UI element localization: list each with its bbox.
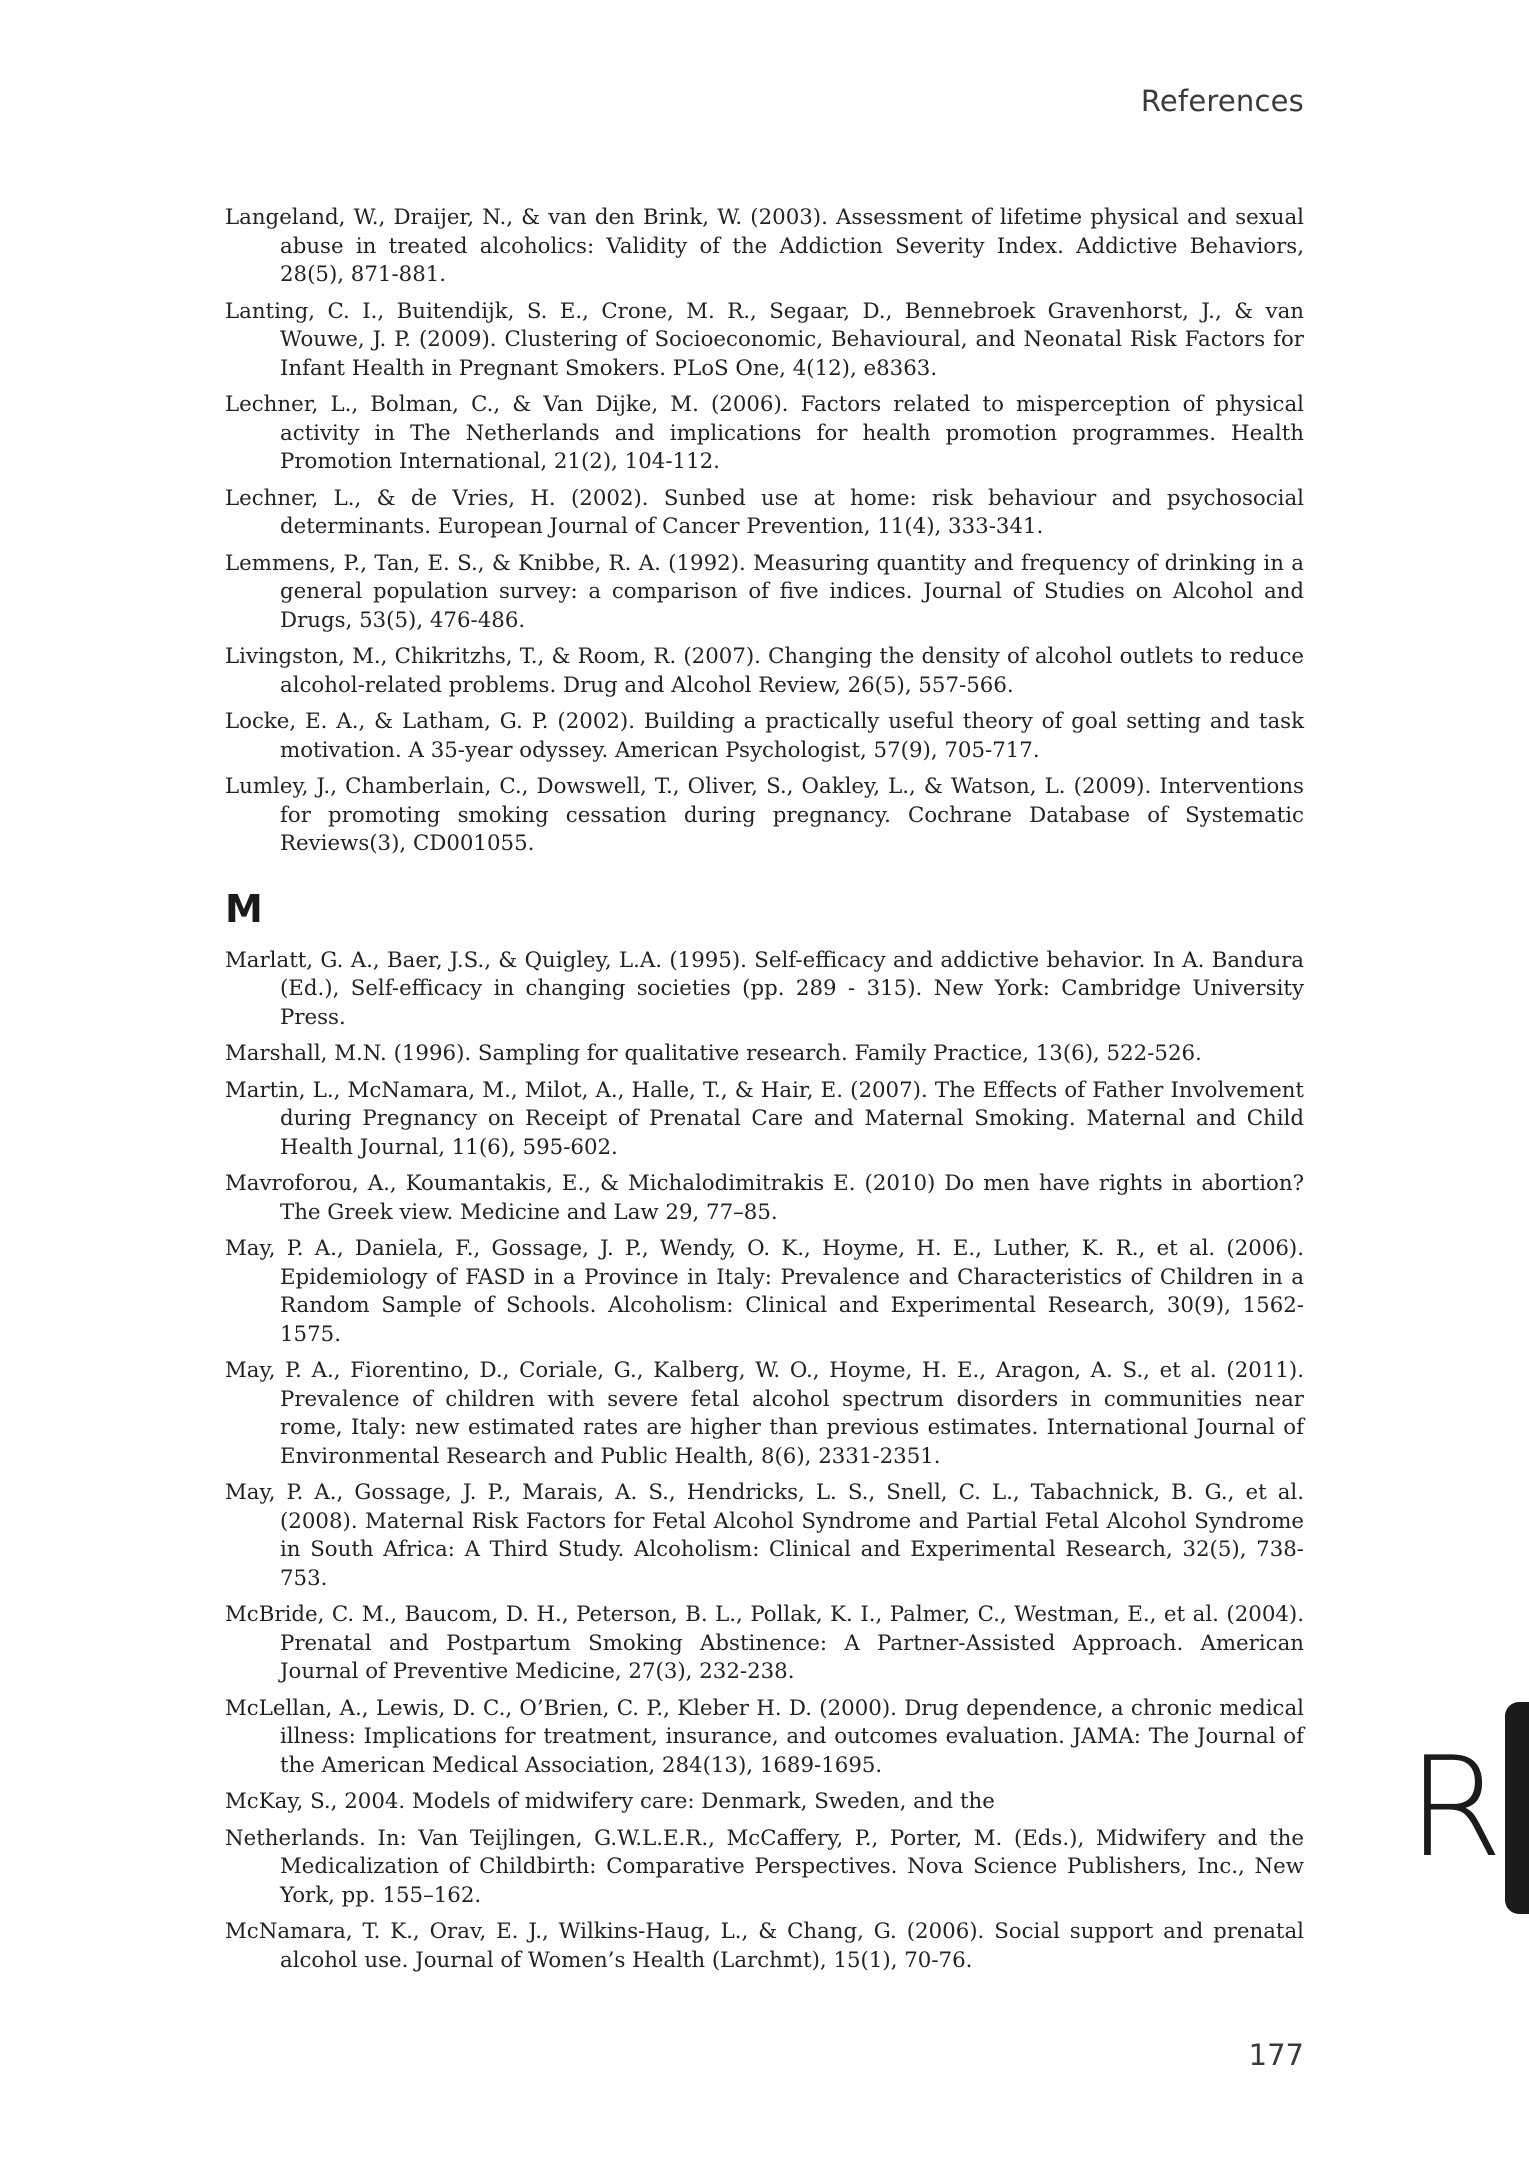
reference-entry: Marshall, M.N. (1996). Sampling for qualitative research. Family Practice, 13(6), 522-526. (225, 1041, 1202, 1066)
reference-entry: McLellan, A., Lewis, D. C., O’Brien, C. P., Kleber H. D. (2000). Drug dependence, a chronic medical illness: Implications for treatment, insurance, and outcomes evaluation. JAMA: The Journal of the American Medical Association, 284(13), 1689-1695. (225, 1695, 1304, 1778)
thumb-index-letter: R (1407, 1727, 1503, 1888)
reference-list-m (225, 947, 1304, 1976)
reference-entry: Lumley, J., Chamberlain, C., Dowswell, T., Oliver, S., Oakley, L., & Watson, L. (2009). Interventions for promoting smoking cessation during pregnancy. Cochrane Database of Systematic Reviews(3), CD001055. (225, 774, 1304, 856)
reference-entry: McNamara, T. K., Orav, E. J., Wilkins-Haug, L., & Chang, G. (2006). Social support and prenatal alcohol use. Journal of Women’s Health (Larchmt), 15(1), 70-76. (225, 1919, 1304, 1973)
reference-entry: Lanting, C. I., Buitendijk, S. E., Crone, M. R., Segaar, D., Bennebroek Gravenhorst, J., & van Wouwe, J. P. (2009). Clustering of Socioeconomic, Behavioural, and Neonatal Risk Factors for Infant Health in Pregnant Smokers. PLoS One, 4(12), e8363. (225, 298, 1304, 381)
reference-entry: Locke, E. A., & Latham, G. P. (2002). Building a practically useful theory of goal setting and task motivation. A 35-year odyssey. American Psychologist, 57(9), 705-717. (225, 709, 1304, 763)
reference-entry: May, P. A., Gossage, J. P., Marais, A. S., Hendricks, L. S., Snell, C. L., Tabachnick, B. G., et al. (2008). Maternal Risk Factors for Fetal Alcohol Syndrome and Partial Fetal Alcohol Syndrome in South Africa: A Third Study. Alcoholism: Clinical and Experimental Research, 32(5), 738-753. (225, 1480, 1304, 1591)
page-number: 177 (1248, 2038, 1304, 2072)
section-heading-m: M (225, 886, 263, 931)
reference-entry: Langeland, W., Draijer, N., & van den Brink, W. (2003). Assessment of lifetime physical and sexual abuse in treated alcoholics: Validity of the Addiction Severity Index. Addictive Behaviors, 28(5), 871-881. (225, 205, 1304, 287)
reference-list-l (225, 204, 1304, 859)
reference-entry: Martin, L., McNamara, M., Milot, A., Halle, T., & Hair, E. (2007). The Effects of Father Involvement during Pregnancy on Receipt of Prenatal Care and Maternal Smoking. Maternal and Child Health Journal, 11(6), 595-602. (225, 1077, 1304, 1160)
reference-entry: Netherlands. In: Van Teijlingen, G.W.L.E.R., McCaffery, P., Porter, M. (Eds.), Midwifery and the Medicalization of Childbirth: Comparative Perspectives. Nova Science Publishers, Inc., New York, pp. 155–162. (225, 1825, 1304, 1908)
reference-entry: Marlatt, G. A., Baer, J.S., & Quigley, L.A. (1995). Self-efficacy and addictive behavior. In A. Bandura (Ed.), Self-efficacy in changing societies (pp. 289 - 315). New York: Cambridge University Press. (225, 947, 1304, 1030)
reference-entry: Lechner, L., & de Vries, H. (2002). Sunbed use at home: risk behaviour and psychosocial determinants. European Journal of Cancer Prevention, 11(4), 333-341. (225, 485, 1304, 539)
reference-entry: McKay, S., 2004. Models of midwifery care: Denmark, Sweden, and the (225, 1789, 995, 1814)
reference-entry: Mavroforou, A., Koumantakis, E., & Michalodimitrakis E. (2010) Do men have rights in abortion? The Greek view. Medicine and Law 29, 77–85. (225, 1171, 1304, 1225)
running-head-title: References (1140, 84, 1304, 118)
reference-entry: Livingston, M., Chikritzhs, T., & Room, R. (2007). Changing the density of alcohol outlets to reduce alcohol-related problems. Drug and Alcohol Review, 26(5), 557-566. (225, 644, 1304, 698)
reference-entry: May, P. A., Fiorentino, D., Coriale, G., Kalberg, W. O., Hoyme, H. E., Aragon, A. S., et al. (2011). Prevalence of children with severe fetal alcohol spectrum disorders in communities near rome, Italy: new estimated rates are higher than previous estimates. International Journal of Environmental Research and Public Health, 8(6), 2331-2351. (225, 1358, 1304, 1469)
reference-entry: Lechner, L., Bolman, C., & Van Dijke, M. (2006). Factors related to misperception of physical activity in The Netherlands and implications for health promotion programmes. Health Promotion International, 21(2), 104-112. (225, 392, 1304, 474)
reference-entry: May, P. A., Daniela, F., Gossage, J. P., Wendy, O. K., Hoyme, H. E., Luther, K. R., et al. (2006). Epidemiology of FASD in a Province in Italy: Prevalence and Characteristics of Children in a Random Sample of Schools. Alcoholism: Clinical and Experimental Research, 30(9), 1562-1575. (225, 1236, 1304, 1347)
reference-content (225, 204, 1304, 1983)
thumb-index-tab (1505, 1702, 1529, 1914)
reference-entry: Lemmens, P., Tan, E. S., & Knibbe, R. A. (1992). Measuring quantity and frequency of drinking in a general population survey: a comparison of five indices. Journal of Studies on Alcohol and Drugs, 53(5), 476-486. (225, 550, 1304, 633)
reference-entry: McBride, C. M., Baucom, D. H., Peterson, B. L., Pollak, K. I., Palmer, C., Westman, E., et al. (2004). Prenatal and Postpartum Smoking Abstinence: A Partner-Assisted Approach. American Journal of Preventive Medicine, 27(3), 232-238. (225, 1602, 1304, 1684)
